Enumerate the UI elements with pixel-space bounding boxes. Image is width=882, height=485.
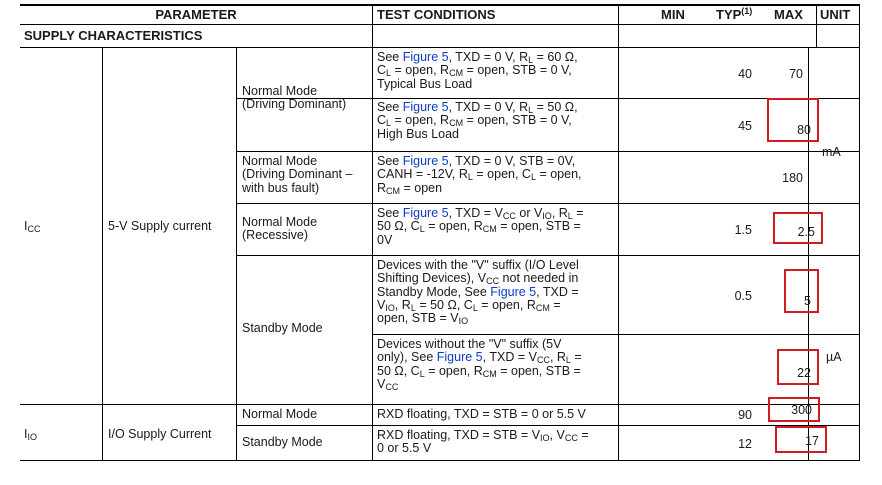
mode-standby-iio [242,436,370,449]
param-description-iio: I/O Supply Current [108,427,212,441]
max-value-row-7: 300 [791,403,812,417]
mode-line: Standby Mode [242,321,323,335]
symbol-letter: I [24,427,28,441]
figure-link[interactable]: Figure 5 [402,100,449,114]
header-typ-label: TYP [716,7,742,22]
mode-line: Normal Mode [242,154,318,168]
mode-normal-recessive [242,216,370,243]
param-symbol-iio [24,428,37,441]
condition-line: Devices with the "V" suffix (I/O Level [377,258,579,272]
condition-line: open, STB = $V_{IO}$ [377,311,469,327]
condition-line: Shifting Devices), $V_{CC}$ not needed in [377,271,579,287]
highlight-box-row-7 [768,397,820,422]
header-max: MAX [774,7,803,22]
condition-line: 0V [377,232,393,247]
mode-line: (Recessive) [242,228,308,243]
figure-link[interactable]: Figure 5 [402,154,449,168]
table-top-rule [20,4,860,6]
typ-value-row-5: 0.5 [734,289,752,303]
max-value-row-5: 5 [804,294,811,308]
highlight-box-row-8 [775,426,827,453]
highlight-box-row-4 [773,212,823,244]
spec-table [20,4,860,460]
condition-line: Devices without the "V" suffix (5V [377,337,562,351]
condition-row-3 [377,155,615,195]
max-value-row-2: 80 [797,123,811,137]
header-unit: UNIT [820,7,851,22]
row-rule-5 [372,334,860,335]
col-rule-min-header [618,4,619,47]
mode-line: Normal Mode [242,215,318,229]
param-description-icc: 5-V Supply current [108,219,212,233]
typ-value-row-8: 12 [738,437,752,451]
condition-line: $V_{CC}$ [377,376,399,392]
highlight-box-row-6 [777,349,819,385]
condition-row-1 [377,51,615,91]
condition-line: only), See Figure 5, TXD = $V_{CC}$, $R_L$ = [377,350,582,366]
mode-line: with bus fault) [242,180,320,195]
group-rule [20,404,860,405]
symbol-letter: I [24,219,28,233]
condition-line: High Bus Load [377,126,460,141]
condition-line: Standby Mode, See Figure 5, TXD = [377,284,579,299]
condition-row-2 [377,101,615,141]
mode-line: (Driving Dominant) [242,97,347,112]
symbol-subscript: IO [27,432,37,442]
max-value-row-8: 17 [805,434,819,448]
mode-line: Normal Mode [242,84,318,98]
mode-line: Standby Mode [242,435,323,449]
highlight-box-row-2 [767,98,819,142]
figure-link[interactable]: Figure 5 [436,350,483,365]
symbol-subscript: CC [27,224,41,234]
mode-standby-icc [242,322,370,335]
condition-row-5 [377,259,615,325]
typ-value-row-4: 1.5 [734,223,752,237]
condition-line: CANH = -12V, $R_L$ = open, $C_L$ = open, [377,167,582,183]
condition-line: $R_{CM}$ = open [377,180,443,196]
header-typ [716,8,766,21]
col-rule-min [618,47,619,460]
typ-value-row-7: 90 [738,408,752,422]
figure-link[interactable]: Figure 5 [490,284,537,299]
mode-line: (Driving Dominant – [242,167,353,182]
max-value-row-6: 22 [797,366,811,380]
unit-ma: mA [822,145,841,159]
row-rule-4 [236,255,860,256]
condition-line: 0 or 5.5 V [377,441,432,456]
header-rule [20,24,860,25]
col-rule-cond-header [372,4,373,47]
header-min: MIN [661,7,685,22]
condition-row-4 [377,207,615,247]
condition-line: RXD floating, TXD = STB = $V_{IO}$, $V_{CC}$ = [377,428,589,443]
table-bottom-rule [20,460,860,461]
col-rule-desc [102,47,103,460]
typ-value-row-2: 45 [738,119,752,133]
header-test-conditions: TEST CONDITIONS [377,7,496,22]
condition-row-8 [377,429,615,456]
unit-ua: µA [826,350,842,364]
section-title: SUPPLY CHARACTERISTICS [24,28,203,43]
col-rule-cond [372,47,373,460]
row-rule-2 [236,151,860,152]
row-rule-6 [236,425,860,426]
condition-line: 50 Ω, $C_L$ = open, $R_{CM}$ = open, STB = [377,219,581,235]
figure-link[interactable]: Figure 5 [402,50,449,64]
section-rule [20,47,860,48]
condition-line: See Figure 5, TXD = 0 V, STB = 0V, [377,154,576,168]
header-typ-footnote: (1) [741,6,753,16]
header-parameter: PARAMETER [155,7,237,22]
condition-row-7 [377,408,615,421]
condition-line: $V_{IO}$, $R_L = 50$ Ω, $C_L$ = open, $R_{CM}$ = [377,297,561,313]
col-rule-unit-header [816,4,817,47]
mode-line: Normal Mode [242,407,318,421]
col-rule-mode [236,47,237,460]
mode-normal-dominant-fault [242,155,370,195]
param-symbol-icc [24,220,40,233]
max-value-row-3: 180 [782,171,803,185]
condition-line: Typical Bus Load [377,76,473,91]
mode-normal-iio [242,408,370,421]
mode-normal-dominant [242,85,370,112]
max-value-row-1: 70 [789,67,803,81]
condition-line: $C_L$ = open, $R_{CM}$ = open, STB = 0 V, [377,113,572,129]
condition-row-6 [377,338,615,391]
condition-line: $C_L$ = open, $R_{CM}$ = open, STB = 0 V, [377,63,572,79]
condition-line: See Figure 5, TXD = 0 V, $R_L = 50$ Ω, [377,100,578,115]
condition-line: RXD floating, TXD = STB = 0 or 5.5 V [377,407,586,421]
max-value-row-4: 2.5 [797,225,815,239]
figure-link[interactable]: Figure 5 [402,206,449,220]
highlight-box-row-5 [784,269,819,313]
col-rule-right [859,4,860,460]
condition-line: See Figure 5, TXD = $V_{CC}$ or $V_{IO}$, $R_L$ = [377,206,584,221]
condition-line: See Figure 5, TXD = 0 V, $R_L = 60$ Ω, [377,50,578,65]
condition-line: 50 Ω, $C_L$ = open, $R_{CM}$ = open, STB = [377,363,581,379]
typ-value-row-1: 40 [738,67,752,81]
row-rule-3 [236,203,860,204]
